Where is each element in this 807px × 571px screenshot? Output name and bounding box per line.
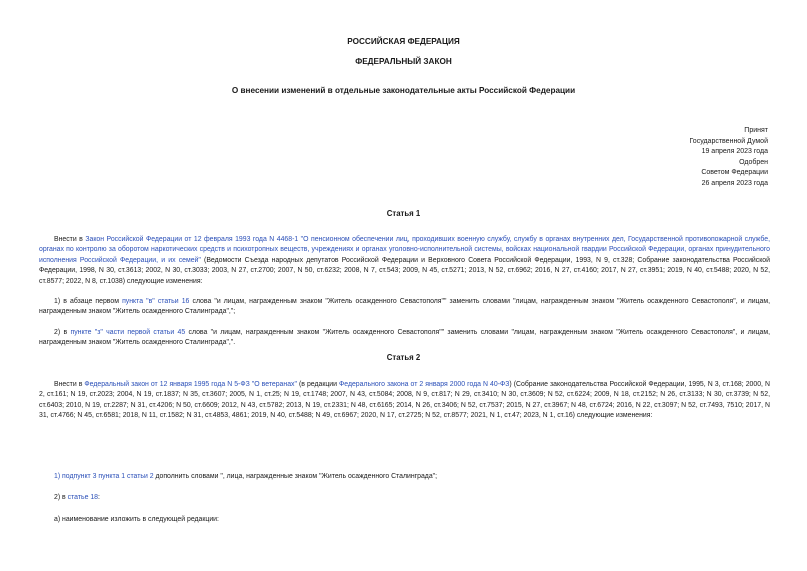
- text-span: а) наименование изложить в следующей редакции:: [54, 516, 219, 523]
- doc-type-heading: ФЕДЕРАЛЬНЫЙ ЗАКОН: [355, 57, 452, 66]
- article-18-link[interactable]: статье 18: [67, 494, 98, 501]
- law-reference-link[interactable]: Закон Российской Федерации от 12 февраля 1993 года N 4468-1 "О пенсионном обеспечении лиц, проходивших военную службу, службу в органах внутренних дел, Государственной противопожарной службе, органах по контролю за оборотом наркотических средств и психотропных веществ, учреждениях и органах уголовно-исполнительной системы, войсках национальной гвардии Российской Федерации, органах принудительного исполнения Российской Федерации, и их семей": [39, 236, 770, 264]
- adoption-line: 19 апреля 2023 года: [701, 148, 768, 156]
- adoption-block: [689, 126, 768, 190]
- text-span: слова "и лицам, награжденным знаком "Житель осажденного Севастополя"" заменить словами "лицам, награжденным знаком "Житель осажденного Севастополя", и лицам, награжденным знаком "Житель осажденного Сталинграда",".: [39, 329, 770, 347]
- article-2-item-1: [39, 472, 770, 482]
- text-span: Внести в: [54, 236, 86, 243]
- subparagraph-link[interactable]: 1) подпункт 3 пункта 1 статьи 2: [54, 473, 154, 480]
- text-span: (Ведомости Съезда народных депутатов Российской Федерации и Верховного Совета Российской Федерации, 1993, N 9, ст.328; Собрание законодательства Российской Федерации, 1998, N 30, ст.3613; 2002, N 30, ст.3033; 2003, N 27, ст.2700; 2007, N 50, ст.6232; 2008, N 7, ст.543; 2009, N 45, ст.5271; 2013, N 52, ст.6962; 2016, N 27, ст.4160; 2017, N 27, ст.3951; 2019, N 40, ст.5488; 2020, N 52, ст.8577; 2022, N 8, ст.1038) следующие изменения:: [39, 256, 770, 285]
- adoption-line: Принят: [744, 127, 768, 134]
- article-2-item-2a: [39, 515, 770, 525]
- article-1-paragraph-intro: [39, 235, 770, 287]
- text-span: дополнить словами ", лица, награжденные знаком "Житель осажденного Сталинграда";: [153, 473, 438, 480]
- article-45-link[interactable]: пункте "з" части первой статьи 45: [70, 329, 186, 336]
- text-span: 1) в абзаце первом: [54, 298, 123, 305]
- text-span: 2) в: [54, 329, 71, 336]
- adoption-line: 26 апреля 2023 года: [701, 179, 768, 187]
- text-span: ) (Собрание законодательства Российской Федерации, 1995, N 3, ст.168; 2000, N 2, ст.161; N 19, ст.2023; 2004, N 19, ст.1837; N 35, ст.3607; 2005, N 1, ст.25; N 19, ст.1748; 2007, N 43, ст.5084; 2008, N 9, ст.817; N 29, ст.3410; N 30, ст.3609; N 52, ст.6224; 2009, N 18, ст.2152; N 26, ст.3133; N 30, ст.3739; N 52, ст.6403; 2010, N 19, ст.2287; N 31, ст.4206; N 50, ст.6609; 2012, N 43, ст.5782; 2013, N 19, ст.2331; N 48, ст.6165; 2014, N 26, ст.3406; N 52, ст.7537; 2015, N 27, ст.3967; N 48, ст.6724; 2016, N 22, ст.3097; N 52, ст.7493, 7510; 2017, N 31, ст.4766; N 45, ст.6581; 2018, N 11, ст.1582; N 31, ст.4853, 4861; 2019, N 40, ст.5488; N 49, ст.6967; 2020, N 17, ст.2725; N 52, ст.8577; 2021, N 1, ст.47; 2023, N 1, ст.16) следующие изменения:: [39, 381, 770, 420]
- law-title: О внесении изменений в отдельные законодательные акты Российской Федерации: [231, 86, 576, 95]
- country-heading: РОССИЙСКАЯ ФЕДЕРАЦИЯ: [347, 37, 460, 46]
- article-1-item-1: [39, 297, 770, 318]
- adoption-line: Одобрен: [739, 158, 768, 166]
- text-span: 2) в: [54, 494, 68, 501]
- article-1-item-2: [39, 328, 770, 349]
- adoption-line: Государственной Думой: [689, 137, 768, 145]
- text-span: (в редакции: [296, 381, 340, 388]
- text-span: :: [98, 494, 100, 501]
- veterans-law-link[interactable]: Федеральный закон от 12 января 1995 года N 5-ФЗ "О ветеранах": [84, 381, 297, 388]
- text-span: Внести в: [54, 381, 85, 388]
- article-16-link[interactable]: пункта "в" статьи 16: [122, 298, 190, 305]
- article-2-item-2: [39, 493, 770, 503]
- article-1-heading: Статья 1: [386, 209, 421, 218]
- adoption-line: Советом Федерации: [701, 169, 768, 177]
- text-span: слова "и лицам, награжденным знаком "Житель осажденного Севастополя"" заменить словами "лицам, награжденным знаком "Житель осажденного Севастополя", и лицам, награжденным знаком "Житель осажденного Сталинграда",";: [39, 298, 770, 316]
- article-2-paragraph-intro: [39, 380, 770, 422]
- federal-law-2000-link[interactable]: Федерального закона от 2 января 2000 года N 40-ФЗ: [339, 381, 510, 388]
- article-2-heading: Статья 2: [386, 353, 421, 362]
